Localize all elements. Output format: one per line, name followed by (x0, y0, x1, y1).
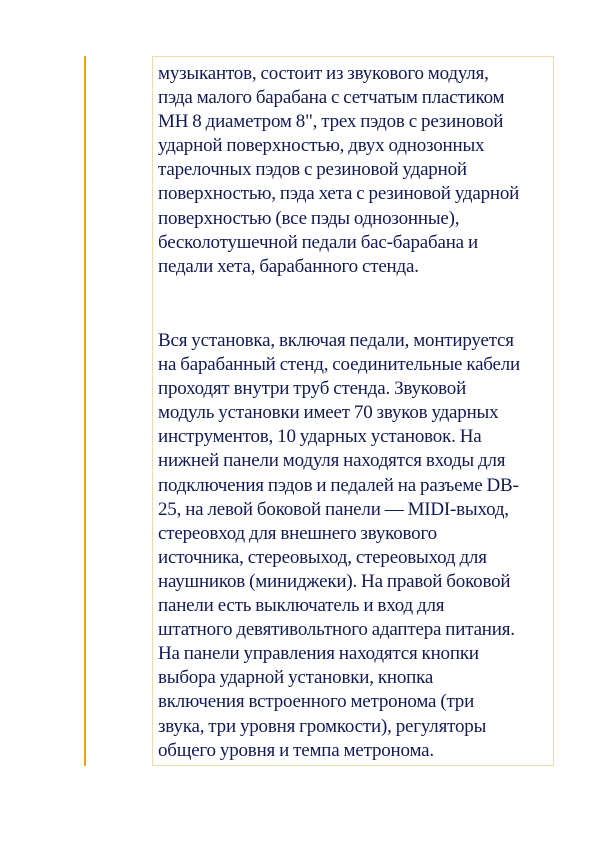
text-line: штатного девятивольтного адаптера питания. (158, 619, 515, 641)
text-line: Вся установка, включая педали, монтируется (158, 330, 514, 351)
left-margin-rule (84, 56, 86, 766)
text-line: 25, на левой боковой панели — MIDI-выход, (158, 498, 509, 520)
text-line: звука, три уровня громкости), регуляторы (158, 715, 487, 737)
text-line: ударной поверхностью, двух однозонных (158, 135, 485, 157)
text-line: педали хета, барабанного стенда. (158, 255, 419, 277)
text-line: панели есть выключатель и вход для (158, 595, 445, 617)
text-line: инструментов, 10 ударных установок. На (158, 426, 482, 448)
text-line: музыкантов, состоит из звукового модуля, (158, 63, 489, 84)
text-line: общего уровня и темпа метронома. (158, 739, 434, 761)
text-line: пэда малого барабана с сетчатым пластиком (158, 87, 505, 109)
paragraph-2 (158, 329, 554, 763)
text-line: выбора ударной установки, кнопка (158, 667, 434, 689)
text-line: подключения пэдов и педалей на разъеме DB- (158, 474, 519, 496)
text-line: модуль установки имеет 70 звуков ударных (158, 402, 499, 424)
text-line: на барабанный стенд, соединительные кабели (158, 354, 521, 376)
text-line: MH 8 диаметром 8", трех пэдов с резиновой (158, 111, 504, 133)
text-line: На панели управления находятся кнопки (158, 643, 479, 665)
text-line: поверхностью, пэда хета с резиновой ударной (158, 183, 520, 205)
text-line: бесколотушечной педали бас-барабана и (158, 231, 478, 253)
text-line: проходят внутри труб стенда. Звуковой (158, 378, 467, 400)
text-frame (152, 56, 554, 766)
text-line: нижней панели модуля находятся входы для (158, 450, 506, 472)
text-line: тарелочных пэдов с резиновой ударной (158, 159, 467, 181)
text-line: стереовход для внешнего звукового (158, 522, 437, 544)
text-line: наушников (миниджеки). На правой боковой (158, 570, 511, 592)
text-line: включения встроенного метронома (три (158, 691, 475, 713)
text-line: источника, стереовыход, стереовыход для (158, 546, 487, 568)
text-line: поверхностью (все пэды однозонные), (158, 207, 460, 229)
paragraph-1 (158, 62, 554, 279)
